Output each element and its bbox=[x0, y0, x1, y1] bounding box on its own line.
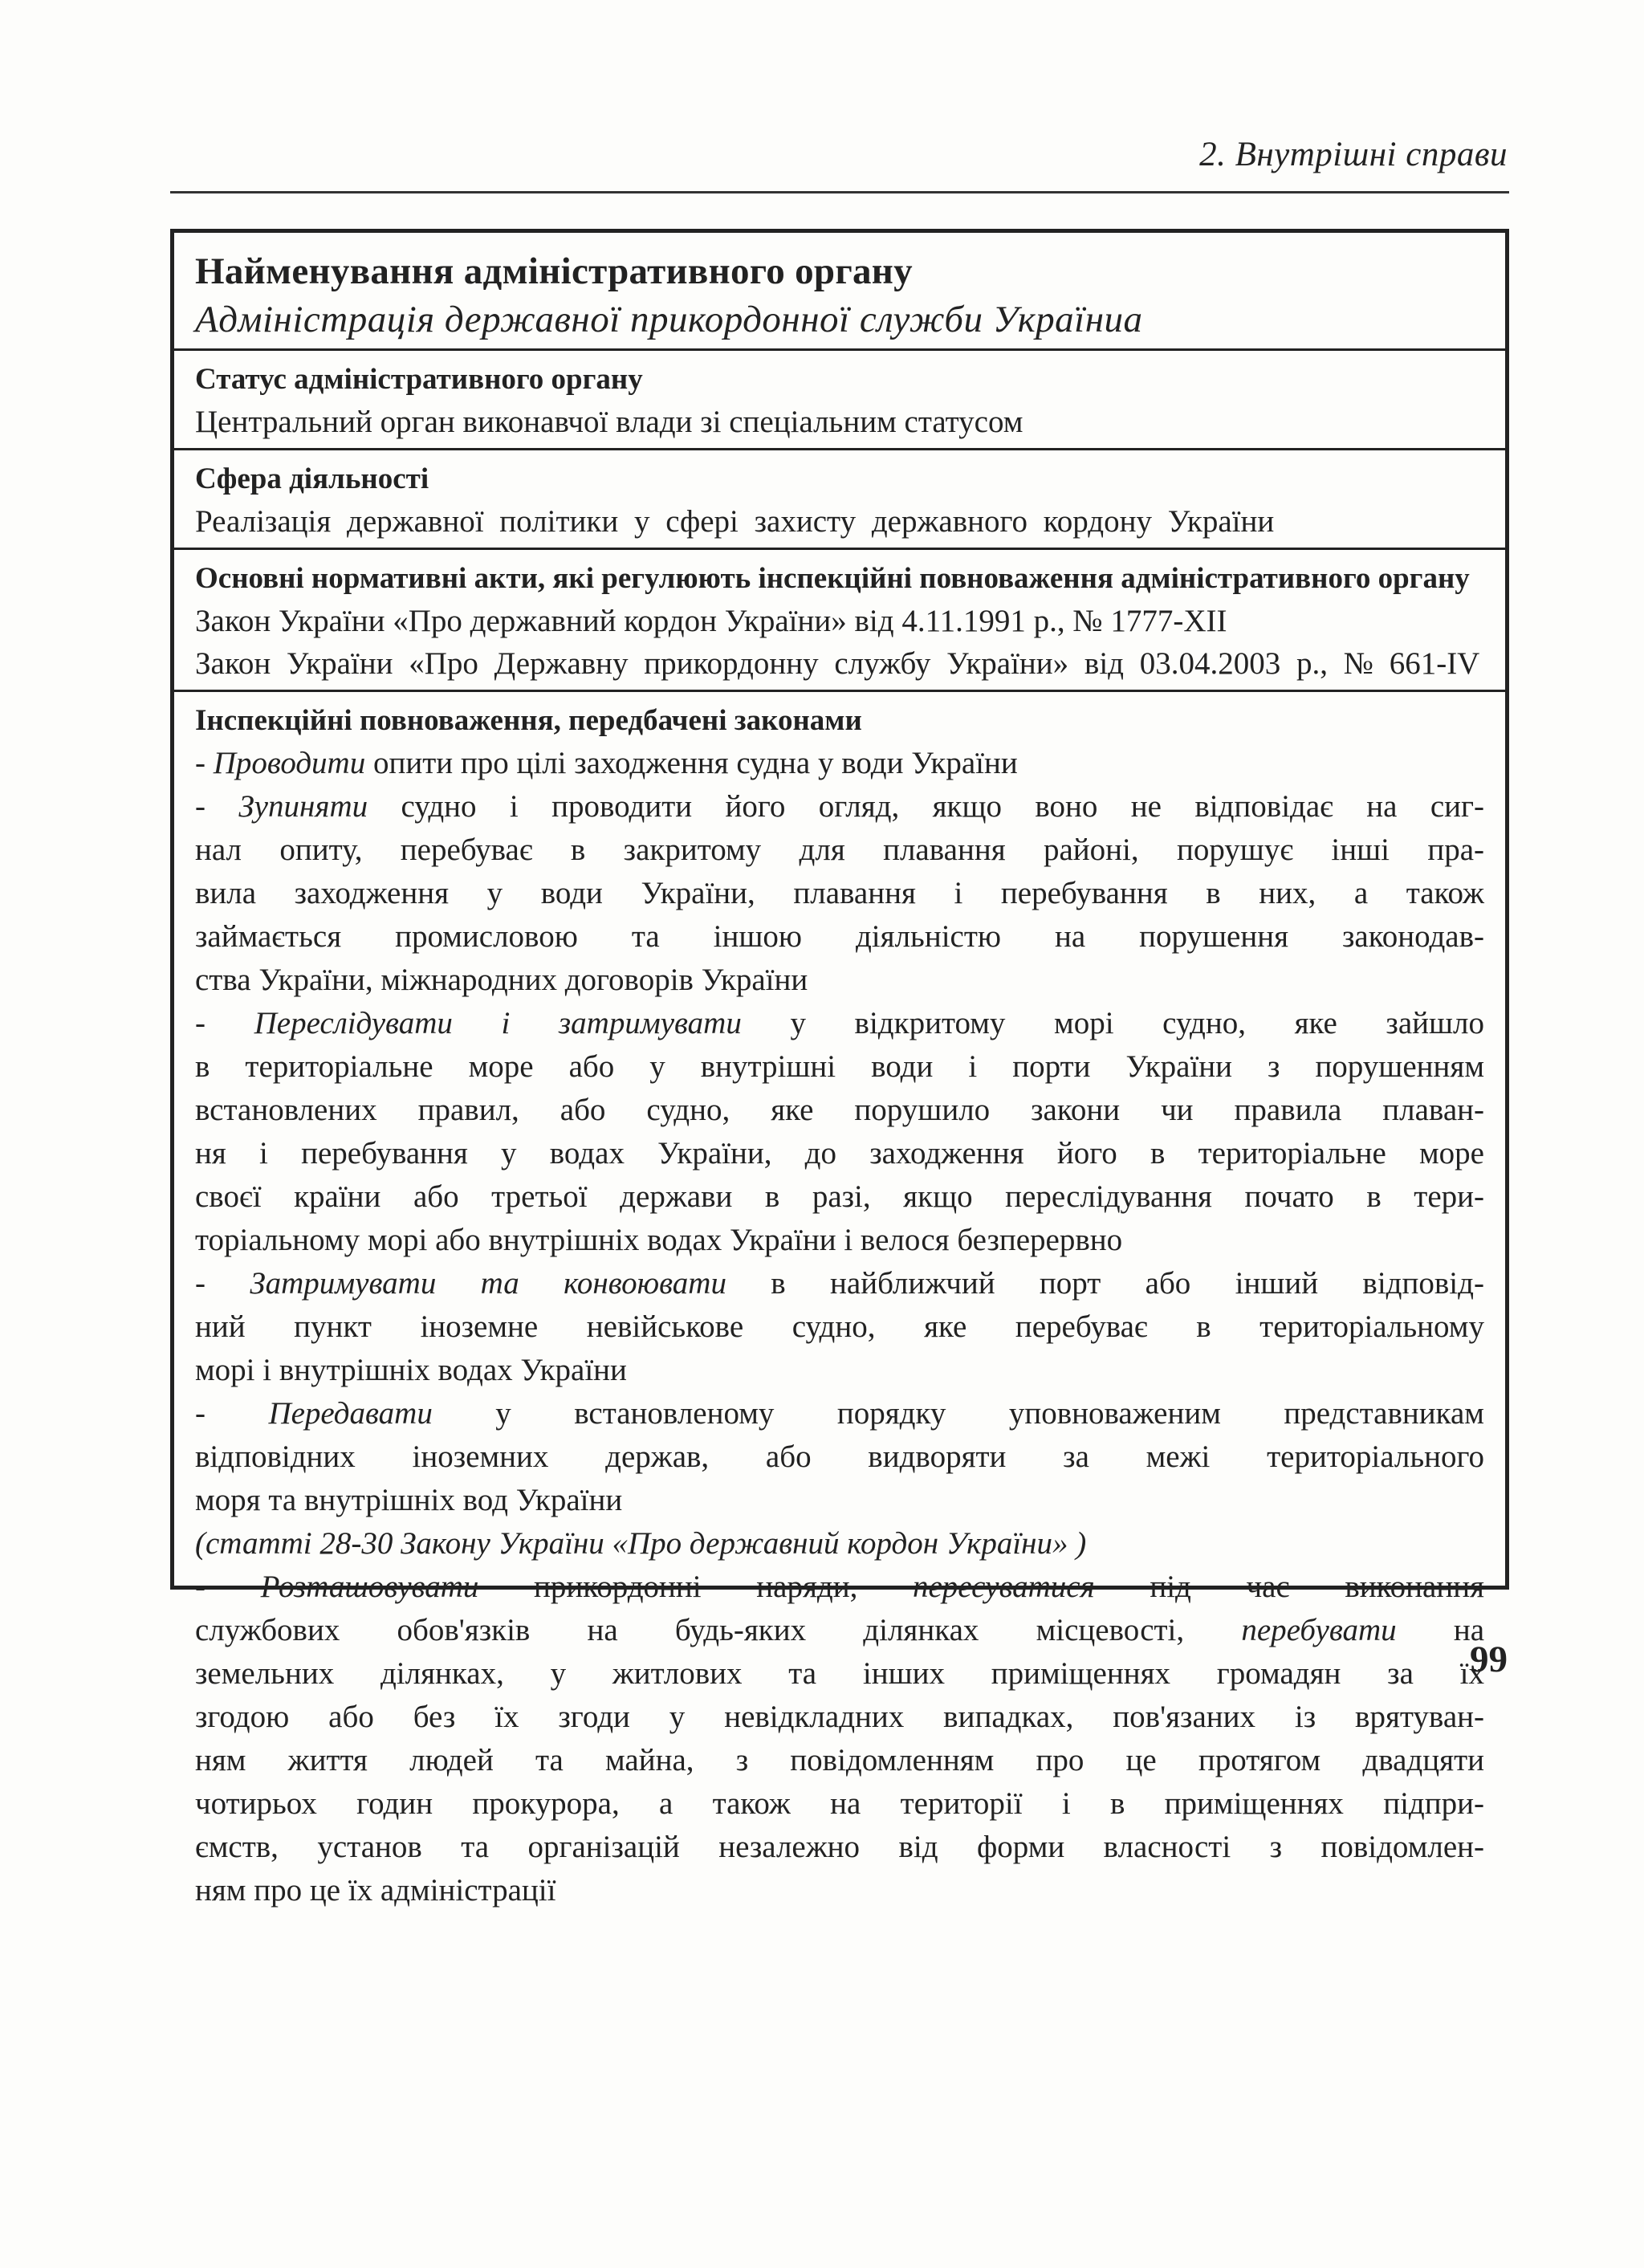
header-rule bbox=[170, 191, 1509, 193]
line-text: - bbox=[195, 1006, 254, 1040]
emphasis-text: Зупиняти bbox=[238, 789, 368, 824]
line-text: своєї країни або третьої держави в разі, якщо переслідування почато в тери- bbox=[195, 1179, 1484, 1214]
line-text: судно і проводити його огляд, якщо воно не відповідає на сиг- bbox=[368, 789, 1484, 824]
powers-line bbox=[195, 1739, 1484, 1782]
line-text: - bbox=[195, 1570, 261, 1604]
powers-line bbox=[195, 1566, 1484, 1609]
line-text: чотирьох годин прокурора, а також на території і в приміщеннях підпри- bbox=[195, 1786, 1484, 1821]
name-value: Адміністрація державної прикордонної служби Україниа bbox=[195, 299, 1143, 340]
line-text: - bbox=[195, 746, 214, 780]
powers-line bbox=[195, 785, 1484, 829]
page-number: 99 bbox=[1470, 1639, 1508, 1680]
powers-line bbox=[195, 1349, 1484, 1392]
line-text: відповідних іноземних держав, або видворяти за межі територіального bbox=[195, 1439, 1484, 1474]
line-text: ємств, установ та організацій незалежно від форми власності з повідомлен- bbox=[195, 1830, 1484, 1864]
line-text: під час виконання bbox=[1094, 1570, 1484, 1604]
line-text: вила заходження у води України, плавання і перебування в них, а також bbox=[195, 876, 1484, 910]
powers-line bbox=[195, 915, 1484, 959]
acts-law-1: Закон України «Про державний кордон України» від 4.11.1991 р., № 1777-XII bbox=[195, 604, 1227, 638]
line-text: опити про цілі заходження судна у води України bbox=[365, 746, 1018, 780]
line-text: займається промисловою та іншою діяльністю на порушення законодав- bbox=[195, 919, 1484, 954]
powers-label: Інспекційні повноваження, передбачені законами bbox=[195, 704, 862, 737]
line-text: в найближчий порт або інший відповід- bbox=[726, 1266, 1484, 1301]
powers-line bbox=[195, 829, 1484, 872]
powers-line bbox=[195, 1219, 1484, 1262]
line-text: у встановленому порядку уповноваженим представникам bbox=[432, 1396, 1484, 1431]
sphere-cell bbox=[174, 450, 1505, 550]
powers-line bbox=[195, 742, 1484, 785]
powers-line bbox=[195, 1089, 1484, 1132]
powers-body bbox=[195, 742, 1484, 1912]
powers-line bbox=[195, 1002, 1484, 1045]
name-cell bbox=[174, 233, 1505, 351]
powers-line bbox=[195, 872, 1484, 915]
acts-law-2: Закон України «Про Державну прикордонну службу України» від 03.04.2003 р., № 661-IV bbox=[195, 646, 1480, 681]
line-text: прикордонні наряди, bbox=[478, 1570, 913, 1604]
powers-line bbox=[195, 1435, 1484, 1479]
powers-line bbox=[195, 1782, 1484, 1826]
powers-line bbox=[195, 1479, 1484, 1522]
line-text: земельних ділянках, у житлових та інших приміщеннях громадян за їх bbox=[195, 1656, 1484, 1691]
powers-line bbox=[195, 1522, 1484, 1566]
line-text: - bbox=[195, 1266, 250, 1301]
powers-line bbox=[195, 1392, 1484, 1435]
emphasis-text: Передавати bbox=[268, 1396, 433, 1431]
sphere-label: Сфера діяльності bbox=[195, 462, 429, 495]
running-head: 2. Внутрішні справи bbox=[1199, 136, 1508, 173]
line-text: ний пункт іноземне невійськове судно, яке перебуває в територіальному bbox=[195, 1309, 1484, 1344]
powers-line bbox=[195, 1262, 1484, 1305]
line-text: згодою або без їх згоди у невідкладних випадках, пов'язаних із врятуван- bbox=[195, 1700, 1484, 1734]
line-text: службових обов'язків на будь-яких ділянках місцевості, bbox=[195, 1613, 1242, 1647]
powers-cell bbox=[174, 692, 1505, 1917]
powers-line bbox=[195, 1132, 1484, 1175]
powers-line bbox=[195, 1045, 1484, 1089]
powers-line bbox=[195, 1826, 1484, 1869]
status-label: Статус адміністративного органу bbox=[195, 363, 643, 396]
line-text: - bbox=[195, 789, 239, 824]
powers-line bbox=[195, 959, 1484, 1002]
line-text: на bbox=[1396, 1613, 1485, 1647]
emphasis-text: Проводити bbox=[213, 746, 366, 780]
line-text: торіальному морі або внутрішніх водах України і велося безперервно bbox=[195, 1223, 1123, 1257]
emphasis-text: перебувати bbox=[1241, 1613, 1397, 1647]
line-text: ня і перебування у водах України, до заходження його в територіальне море bbox=[195, 1136, 1484, 1171]
authority-table bbox=[170, 229, 1509, 1908]
powers-line bbox=[195, 1652, 1484, 1696]
powers-line bbox=[195, 1696, 1484, 1739]
line-text: нал опиту, перебуває в закритому для плавання районі, порушує інші пра- bbox=[195, 833, 1484, 867]
acts-label: Основні нормативні акти, які регулюють інспекційні повноваження адміністративного органу bbox=[195, 562, 1470, 595]
powers-line bbox=[195, 1869, 1484, 1912]
line-text: морі і внутрішніх водах України bbox=[195, 1353, 627, 1387]
emphasis-text: пересуватися bbox=[912, 1570, 1095, 1604]
emphasis-text: Переслідувати і затримувати bbox=[254, 1006, 742, 1040]
line-text: моря та внутрішніх вод України bbox=[195, 1483, 623, 1517]
powers-line bbox=[195, 1609, 1484, 1652]
status-value: Центральний орган виконавчої влади зі спеціальним статусом bbox=[195, 405, 1023, 439]
line-text: у відкритому морі судно, яке зайшло bbox=[741, 1006, 1484, 1040]
powers-line bbox=[195, 1175, 1484, 1219]
emphasis-text: Затримувати та конвоювати bbox=[250, 1266, 726, 1301]
acts-cell bbox=[174, 550, 1505, 692]
line-text: встановлених правил, або судно, яке порушило закони чи правила плаван- bbox=[195, 1093, 1484, 1127]
line-text: в територіальне море або у внутрішні води і порти України з порушенням bbox=[195, 1049, 1484, 1084]
emphasis-text: Розташовувати bbox=[260, 1570, 479, 1604]
emphasis-text: (статті 28-30 Закону України «Про державний кордон України» ) bbox=[195, 1526, 1087, 1561]
sphere-value: Реалізація державної політики у сфері захисту державного кордону України bbox=[195, 504, 1275, 539]
powers-line bbox=[195, 1305, 1484, 1349]
line-text: - bbox=[195, 1396, 269, 1431]
line-text: ства України, міжнародних договорів України bbox=[195, 963, 808, 997]
line-text: ням про це їх адміністрації bbox=[195, 1873, 556, 1908]
name-label: Найменування адміністративного органу bbox=[195, 250, 913, 292]
status-cell bbox=[174, 351, 1505, 450]
line-text: ням життя людей та майна, з повідомленням про це протягом двадцяти bbox=[195, 1743, 1484, 1777]
